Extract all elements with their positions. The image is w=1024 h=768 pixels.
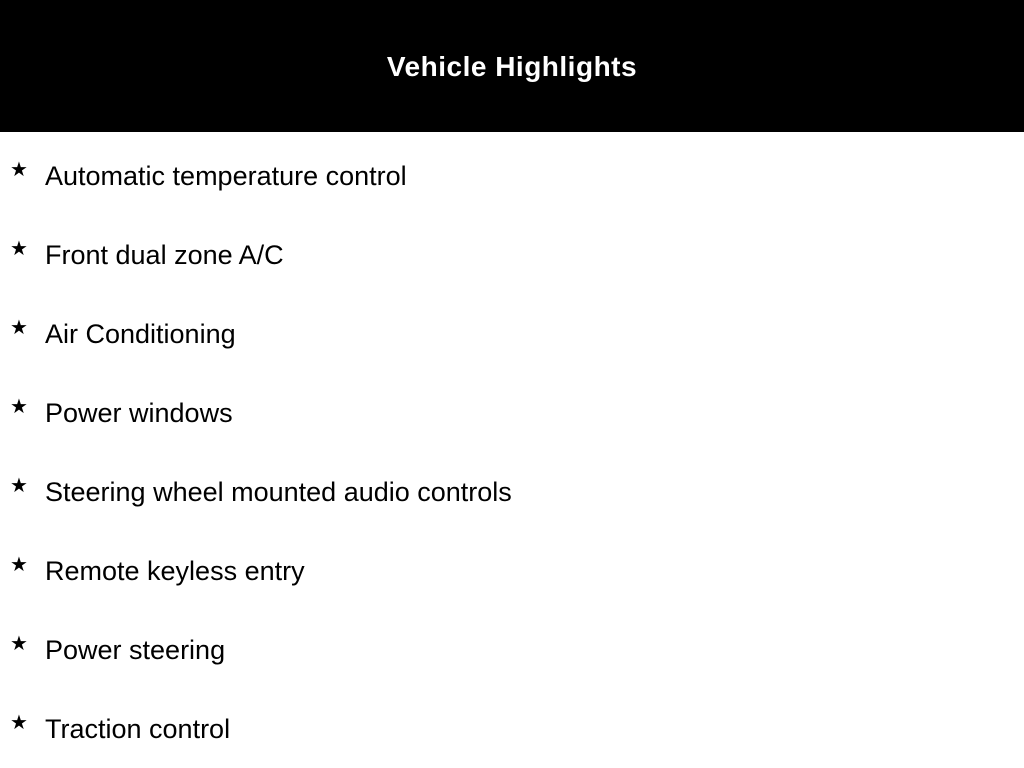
feature-label: Traction control	[45, 714, 231, 744]
header-banner	[0, 0, 1024, 132]
star-icon: ★	[10, 236, 28, 260]
list-item	[0, 389, 1024, 429]
list-item	[0, 152, 1024, 192]
feature-label: Power windows	[45, 398, 233, 428]
star-icon: ★	[10, 315, 28, 339]
star-icon: ★	[10, 473, 28, 497]
list-item	[0, 547, 1024, 587]
star-icon: ★	[10, 552, 28, 576]
list-item	[0, 468, 1024, 508]
star-icon: ★	[10, 710, 28, 734]
page-title: Vehicle Highlights	[386, 51, 638, 82]
list-item	[0, 705, 1024, 745]
feature-label: Remote keyless entry	[45, 556, 305, 586]
feature-label: Air Conditioning	[45, 319, 236, 349]
list-item	[0, 626, 1024, 666]
star-icon: ★	[10, 157, 28, 181]
feature-label: Steering wheel mounted audio controls	[45, 477, 512, 507]
star-icon: ★	[10, 631, 28, 655]
list-item	[0, 310, 1024, 350]
feature-label: Power steering	[45, 635, 226, 665]
feature-label: Front dual zone A/C	[45, 240, 284, 270]
star-icon: ★	[10, 394, 28, 418]
list-item	[0, 231, 1024, 271]
feature-label: Automatic temperature control	[45, 161, 407, 191]
